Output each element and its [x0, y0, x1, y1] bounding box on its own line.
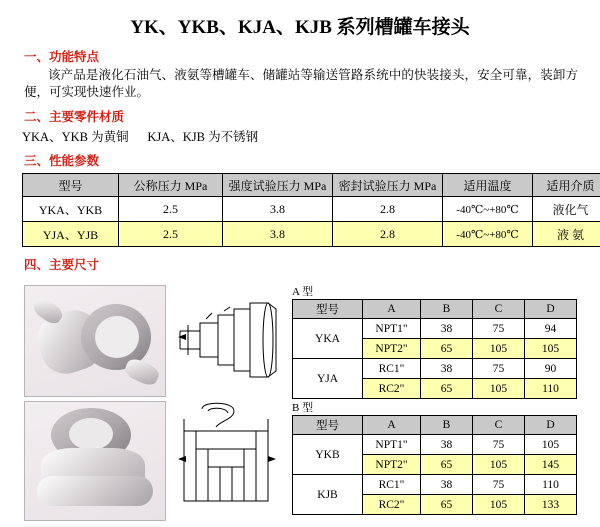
table-cell: RC2" — [363, 495, 421, 515]
table-cell: NPT1" — [363, 435, 421, 455]
product-photo-type-a — [24, 285, 166, 397]
table-cell: 2.5 — [119, 197, 223, 222]
table-cell: 105 — [473, 339, 525, 359]
table-cell: RC1" — [363, 359, 421, 379]
table-header-cell: A — [363, 416, 421, 435]
photo-shape — [122, 356, 161, 388]
table-cell: 75 — [473, 319, 525, 339]
section-heading-features: 一、功能特点 — [24, 47, 600, 65]
table-cell: 94 — [525, 319, 577, 339]
table-header-cell: 型号 — [293, 416, 363, 435]
table-cell: YKA、YKB — [23, 197, 119, 222]
table-cell: -40℃~+80℃ — [443, 222, 533, 247]
page-title: YK、YKB、KJA、KJB 系列槽罐车接头 — [0, 0, 600, 41]
table-cell: 110 — [525, 475, 577, 495]
dimension-table-a-wrapper — [292, 299, 577, 399]
table-cell: 75 — [473, 359, 525, 379]
table-header-cell: 强度试验压力 MPa — [223, 174, 333, 197]
drawing-svg-a — [172, 285, 284, 395]
table-header-cell: 适用温度 — [443, 174, 533, 197]
table-cell: 3.8 — [223, 222, 333, 247]
table-header-cell: C — [473, 300, 525, 319]
table-cell: 105 — [525, 435, 577, 455]
table-cell: 液 氨 — [533, 222, 600, 247]
caption-type-b: B 型 — [292, 399, 313, 415]
table-header-cell: 密封试验压力 MPa — [333, 174, 443, 197]
table-header-row — [293, 416, 577, 435]
table-cell: 2.8 — [333, 222, 443, 247]
table-cell: -40℃~+80℃ — [443, 197, 533, 222]
table-cell: 105 — [525, 339, 577, 359]
table-header-cell: A — [363, 300, 421, 319]
table-row — [293, 319, 577, 339]
table-row — [293, 435, 577, 455]
table-cell: 65 — [421, 455, 473, 475]
table-cell: NPT2" — [363, 339, 421, 359]
table-cell: 38 — [421, 359, 473, 379]
table-cell: 105 — [473, 379, 525, 399]
table-cell: 90 — [525, 359, 577, 379]
table-cell: 105 — [473, 455, 525, 475]
table-header-cell: 适用介质 — [533, 174, 600, 197]
dimension-table-b-wrapper — [292, 415, 577, 515]
table-row — [293, 475, 577, 495]
table-cell: 38 — [421, 475, 473, 495]
table-row — [23, 222, 600, 247]
line-drawing-type-a — [172, 285, 284, 395]
table-header-cell: 公称压力 MPa — [119, 174, 223, 197]
performance-table — [22, 173, 600, 247]
photo-shape — [69, 418, 113, 450]
table-cell: 133 — [525, 495, 577, 515]
section-heading-materials: 二、主要零件材质 — [24, 107, 600, 125]
table-header-row — [23, 174, 600, 197]
table-cell: NPT2" — [363, 455, 421, 475]
table-cell: 3.8 — [223, 197, 333, 222]
table-cell: 65 — [421, 379, 473, 399]
table-cell: 38 — [421, 435, 473, 455]
table-cell: KJB — [293, 475, 363, 515]
table-header-cell: B — [421, 416, 473, 435]
photo-shape — [37, 476, 153, 506]
table-header-cell: D — [525, 416, 577, 435]
line-drawing-type-b — [172, 401, 284, 519]
table-cell: 2.8 — [333, 197, 443, 222]
table-cell: 38 — [421, 319, 473, 339]
table-cell: 2.5 — [119, 222, 223, 247]
table-cell: RC1" — [363, 475, 421, 495]
table-row — [23, 197, 600, 222]
table-cell: YKA — [293, 319, 363, 359]
table-cell: 65 — [421, 339, 473, 359]
dimension-table-b — [292, 415, 577, 515]
photo-shape — [95, 316, 139, 358]
performance-table-wrapper — [22, 173, 578, 247]
table-cell: 145 — [525, 455, 577, 475]
table-cell: 65 — [421, 495, 473, 515]
product-photo-type-b — [24, 401, 166, 521]
table-header-cell: 型号 — [23, 174, 119, 197]
table-header-cell: 型号 — [293, 300, 363, 319]
table-cell: YKB — [293, 435, 363, 475]
table-header-cell: D — [525, 300, 577, 319]
materials-text: YKA、YKB 为黄铜 KJA、KJB 为不锈钢 — [22, 127, 600, 145]
section-heading-performance: 三、性能参数 — [24, 151, 600, 169]
dimensions-area — [0, 279, 600, 527]
caption-type-a: A 型 — [292, 283, 313, 299]
drawing-svg-b — [172, 401, 284, 519]
table-header-row — [293, 300, 577, 319]
table-cell: YJA、YJB — [23, 222, 119, 247]
section-heading-dimensions: 四、主要尺寸 — [24, 255, 600, 273]
table-cell: 液化气 — [533, 197, 600, 222]
table-cell: RC2" — [363, 379, 421, 399]
table-cell: 75 — [473, 435, 525, 455]
table-header-cell: B — [421, 300, 473, 319]
dimension-table-a — [292, 299, 577, 399]
table-cell: YJA — [293, 359, 363, 399]
table-header-cell: C — [473, 416, 525, 435]
table-cell: 75 — [473, 475, 525, 495]
table-cell: NPT1" — [363, 319, 421, 339]
table-cell: 105 — [473, 495, 525, 515]
features-paragraph: 该产品是液化石油气、液氨等槽罐车、储罐站等输送管路系统中的快装接头，安全可靠，装卸方便，可实现快速作业。 — [24, 67, 578, 101]
table-row — [293, 359, 577, 379]
table-cell: 110 — [525, 379, 577, 399]
